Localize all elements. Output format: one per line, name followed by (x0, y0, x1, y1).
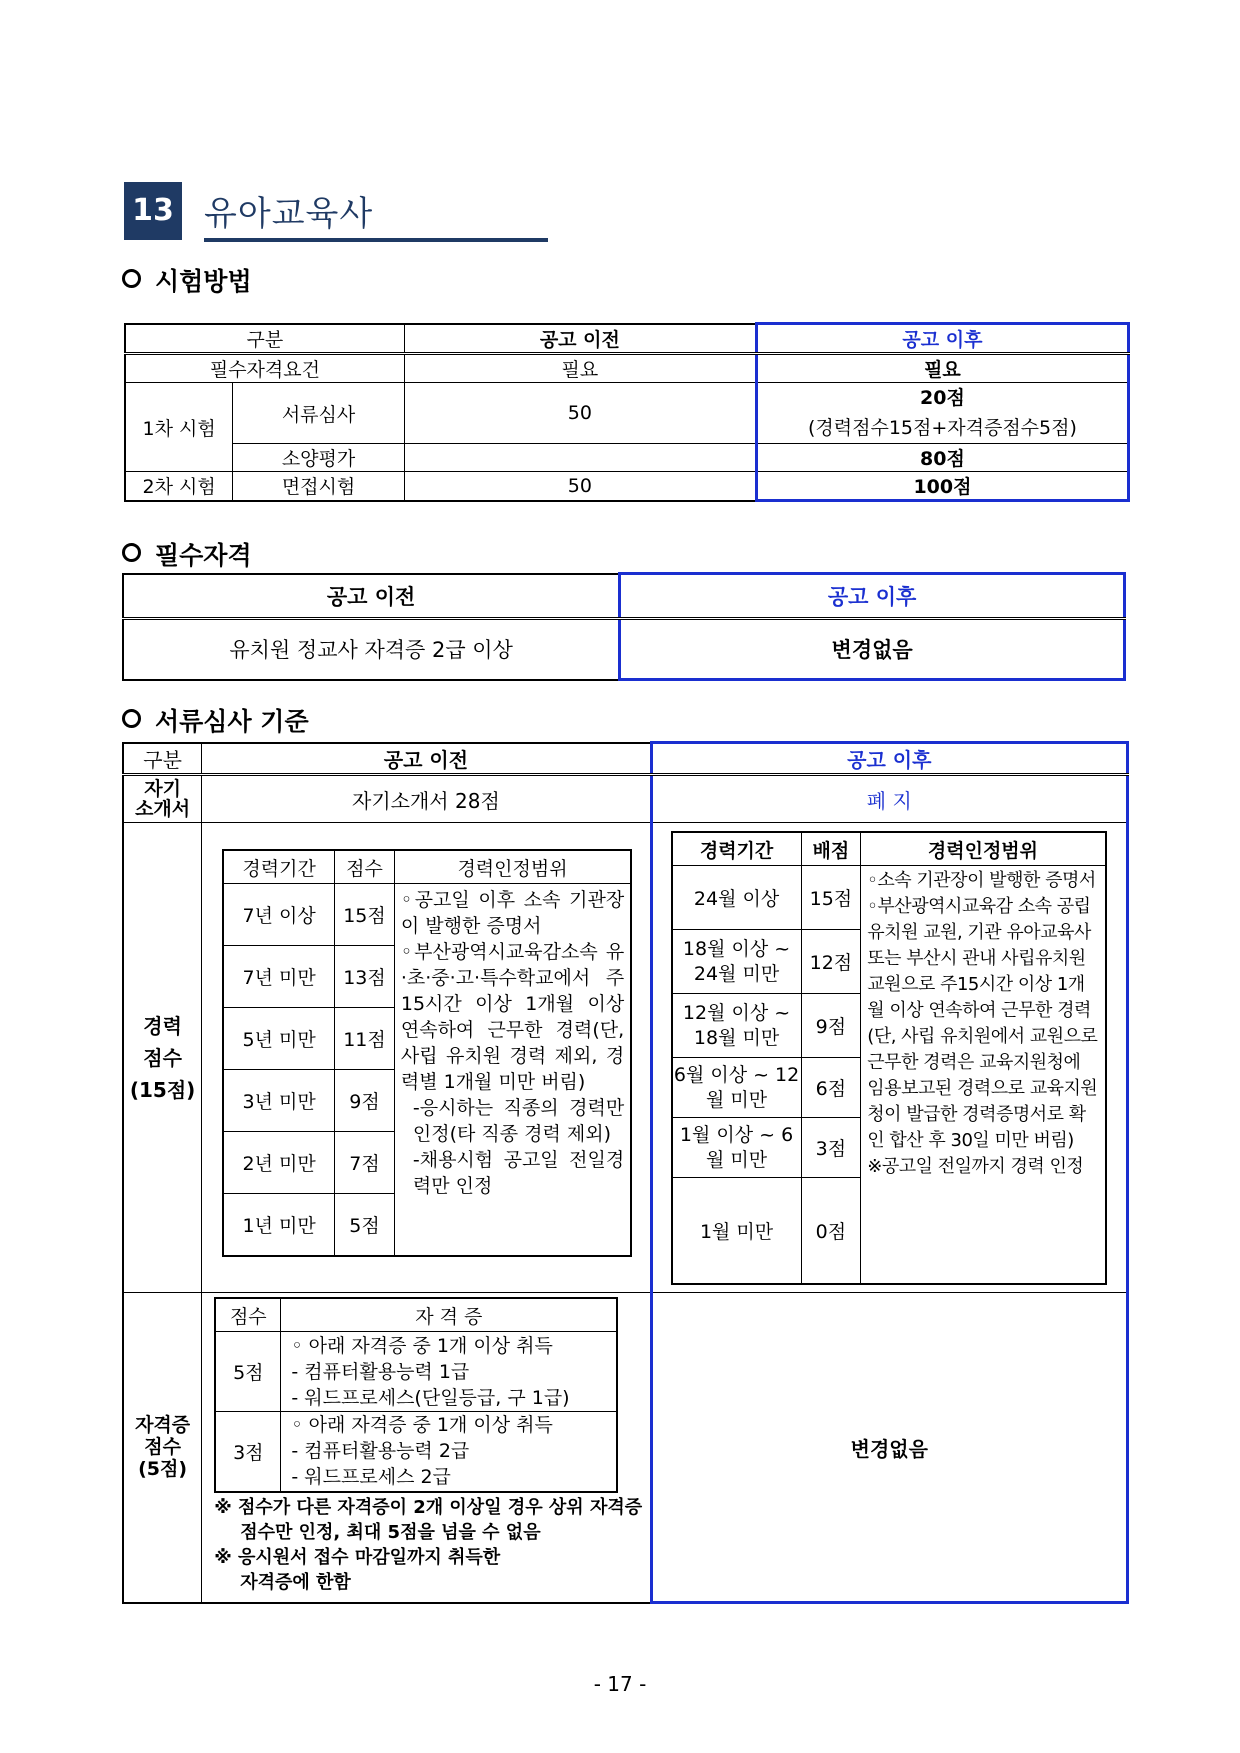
career-score: 5점 (335, 1194, 395, 1256)
inner-header-row (223, 850, 631, 884)
inner-header: 배점 (801, 832, 861, 866)
career-period: 24월 이상 (672, 866, 801, 930)
cert-score: 5점 (215, 1332, 281, 1412)
table-header-row (123, 743, 1128, 775)
cell-after: 80점 (756, 444, 1128, 472)
page-number: - 17 - (593, 1672, 647, 1696)
row-label-line: 자기 (144, 778, 181, 800)
cell-before: 50 (404, 472, 756, 501)
table-header-row (125, 324, 1129, 354)
table-row (125, 383, 1129, 444)
range-line: ◦소속 기관장이 발행한 증명서 (867, 870, 1096, 891)
cell-before (404, 444, 756, 472)
note-line: ※ 점수가 다른 자격증이 2개 이상일 경우 상위 자격증 (214, 1496, 643, 1518)
career-score: 6점 (801, 1058, 861, 1118)
round-label: 1차 시험 (125, 383, 233, 472)
table-row (125, 354, 1129, 383)
row-label: 필수자격요건 (125, 354, 404, 383)
row-label-line: 자격증 (135, 1414, 191, 1437)
circle-bullet-icon (122, 543, 141, 562)
section-title-underline (204, 238, 548, 242)
header-after: 공고 이후 (651, 743, 1127, 775)
exam-method-heading-text: 시험방법 (155, 267, 252, 296)
inner-header: 경력인정범위 (861, 832, 1106, 866)
cell-after: 폐 지 (651, 775, 1127, 823)
career-score: 3점 (801, 1118, 861, 1178)
range-line: ※공고일 전일까지 경력 인정 (867, 1156, 1084, 1177)
table-row-intro (123, 775, 1128, 823)
inner-header: 경력기간 (672, 832, 801, 866)
required-qual-heading-text: 필수자격 (155, 541, 252, 570)
range-line: ◦부산광역시교육감소속 유·초·중·고·특수학교에서 주 15시간 이상 1개월 이상 연속하여 근무한 경력(단, 사립 유치원 경력 제외, 경력별 1개월 미만 버림) (400, 941, 625, 1093)
header-before: 공고 이전 (123, 574, 620, 619)
career-score: 12점 (801, 930, 861, 994)
cell-after (651, 823, 1127, 1293)
career-period: 18월 이상 ~ 24월 미만 (672, 930, 801, 994)
exam-method-table (124, 322, 1130, 502)
career-score: 11점 (335, 1008, 395, 1070)
cert-line: - 워드프로세스(단일등급, 구 1급) (291, 1386, 570, 1409)
required-qual-heading (122, 536, 252, 572)
inner-header: 자 격 증 (281, 1298, 617, 1332)
inner-header: 경력기간 (223, 850, 334, 884)
career-period: 1년 미만 (223, 1194, 334, 1256)
note-line: 자격증에 한함 (240, 1571, 351, 1593)
cert-line: - 워드프로세스 2급 (291, 1466, 451, 1489)
inner-header-row (215, 1298, 617, 1332)
career-period: 7년 이상 (223, 884, 334, 946)
header-before: 공고 이전 (404, 324, 756, 354)
career-period: 1월 미만 (672, 1178, 801, 1284)
row-label-line: 점수 (143, 1045, 182, 1070)
career-score: 15점 (801, 866, 861, 930)
cert-line: ◦ 아래 자격증 중 1개 이상 취득 (291, 1334, 553, 1357)
career-period: 5년 미만 (223, 1008, 334, 1070)
row-label-line: 소개서 (135, 798, 191, 820)
cert-score: 3점 (215, 1412, 281, 1492)
header-category: 구분 (125, 324, 404, 354)
row-label-line: 점수 (144, 1436, 181, 1459)
cell-before: 자기소개서 28점 (202, 775, 651, 823)
table-row (123, 619, 1125, 680)
career-score: 15점 (335, 884, 395, 946)
cert-before-table (214, 1297, 618, 1493)
inner-header: 점수 (215, 1298, 281, 1332)
inner-header: 점수 (335, 850, 395, 884)
row-label-line: (15점) (129, 1077, 196, 1102)
cell-after: 변경없음 (651, 1293, 1127, 1603)
section-title: 유아교육사 (204, 194, 374, 234)
cert-line: - 컴퓨터활용능력 2급 (291, 1440, 470, 1463)
row-label: 소양평가 (233, 444, 405, 472)
cell-after: 필요 (756, 354, 1128, 383)
inner-row (215, 1412, 617, 1492)
cell-before: 필요 (404, 354, 756, 383)
career-score: 0점 (801, 1178, 861, 1284)
cert-line: - 컴퓨터활용능력 1급 (291, 1360, 470, 1383)
section-number: 13 (124, 182, 182, 240)
cert-line: ◦ 아래 자격증 중 1개 이상 취득 (291, 1414, 553, 1437)
career-score: 13점 (335, 946, 395, 1008)
career-before-table (222, 849, 632, 1257)
doc-review-heading (122, 702, 309, 738)
cell-after (756, 383, 1128, 444)
header-before: 공고 이전 (202, 743, 651, 775)
career-period: 2년 미만 (223, 1132, 334, 1194)
cert-notes (214, 1495, 649, 1595)
inner-header: 경력인정범위 (394, 850, 631, 884)
inner-row (215, 1332, 617, 1412)
doc-after-score: 20점 (920, 387, 965, 409)
inner-header-row (672, 832, 1106, 866)
circle-bullet-icon (122, 709, 141, 728)
doc-review-table (122, 741, 1129, 1604)
row-label-line: (5점) (138, 1458, 188, 1481)
header-after: 공고 이후 (756, 324, 1128, 354)
table-row-cert (123, 1293, 1128, 1603)
doc-review-heading-text: 서류심사 기준 (155, 707, 309, 736)
career-period: 6월 이상 ~ 12월 미만 (672, 1058, 801, 1118)
table-header-row (123, 574, 1125, 619)
cell-before (202, 823, 651, 1293)
row-label-line: 경력 (143, 1013, 182, 1038)
table-row (125, 472, 1129, 501)
header-category: 구분 (123, 743, 202, 775)
career-period: 7년 미만 (223, 946, 334, 1008)
cell-before: 유치원 정교사 자격증 2급 이상 (123, 619, 620, 680)
career-range (394, 884, 631, 1256)
header-after: 공고 이후 (620, 574, 1125, 619)
career-period: 1월 이상 ~ 6월 미만 (672, 1118, 801, 1178)
circle-bullet-icon (122, 269, 141, 288)
doc-after-detail: (경력점수15점+자격증점수5점) (807, 417, 1077, 439)
cert-list (281, 1332, 617, 1412)
cert-list (281, 1412, 617, 1492)
note-line: ※ 응시원서 접수 마감일까지 취득한 (214, 1546, 501, 1568)
row-label (123, 1293, 202, 1603)
cell-after: 변경없음 (620, 619, 1125, 680)
career-range (861, 866, 1106, 1284)
inner-row (223, 884, 631, 946)
table-row (125, 444, 1129, 472)
cell-before: 50 (404, 383, 756, 444)
career-score: 9점 (801, 994, 861, 1058)
career-period: 3년 미만 (223, 1070, 334, 1132)
cell-after: 100점 (756, 472, 1128, 501)
inner-row (672, 866, 1106, 930)
cell-before (202, 1293, 651, 1603)
exam-method-heading (122, 262, 252, 298)
row-label: 서류심사 (233, 383, 405, 444)
career-after-table (671, 831, 1107, 1285)
required-qual-table (122, 572, 1126, 681)
row-label: 면접시험 (233, 472, 405, 501)
row-label (123, 775, 202, 823)
career-score: 7점 (335, 1132, 395, 1194)
range-line: ◦공고일 이후 소속 기관장이 발행한 증명서 (400, 889, 625, 937)
range-line: -응시하는 직종의 경력만 인정(타 직종 경력 제외) (412, 1097, 625, 1145)
round-label: 2차 시험 (125, 472, 233, 501)
range-line: ◦부산광역시교육감 소속 공립 유치원 교원, 기관 유아교육사 또는 부산시 관내 사립유치원 교원으로 주15시간 이상 1개월 이상 연속하여 근무한 경력 (단, 사립 유치원에서 교원으로 근무한 경력은 교육지원청에 임용보고된 경력으로 교육지원청이 발급한 경력증명서로 확인 합산 후 30일 미만 버림) (867, 896, 1098, 1151)
row-label (123, 823, 202, 1293)
table-row-career (123, 823, 1128, 1293)
career-score: 9점 (335, 1070, 395, 1132)
range-line: -채용시험 공고일 전일경력만 인정 (412, 1149, 625, 1197)
career-period: 12월 이상 ~ 18월 미만 (672, 994, 801, 1058)
note-line: 점수만 인정, 최대 5점을 넘을 수 없음 (240, 1521, 541, 1543)
